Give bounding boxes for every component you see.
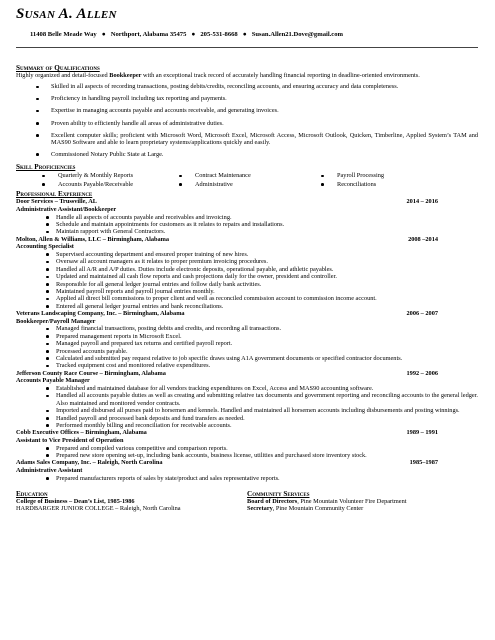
footer-columns <box>16 490 478 513</box>
skill-item: Quarterly & Monthly Reports <box>42 172 179 179</box>
summary-item: Excellent computer skills; proficient with Microsoft Word, Microsoft Excel, Microsoft Access, Microsoft Outlook, Quicken, Timberline, Applied System’s TAM and MAS90 Software and able to learn proprietary systems/applications quickly and easily. <box>36 132 478 147</box>
job-bullet: Managed payroll and prepared tax returns and certified payroll report. <box>46 340 478 347</box>
job-bullet: Tracked equipment cost and monitored relative expenditures. <box>46 362 478 369</box>
job-dates: 2014 – 2016 <box>406 198 438 206</box>
job-entry <box>16 198 478 235</box>
job-bullet: Handled payroll and processed bank deposits and fund transfers as needed. <box>46 415 478 422</box>
job-bullet: Handled all accounts payable duties as well as creating and submitting relative tax documents and government reporting and reconciling accounts to the general ledger. Also maintained and monitored vendor contracts. <box>46 392 478 407</box>
skill-item: Reconciliations <box>321 181 451 188</box>
email-link[interactable]: Susan.Allen21.Dove@gmail.com <box>251 31 344 38</box>
job-bullet: Processed accounts payable. <box>46 348 478 355</box>
job-bullet: Prepared management reports in Microsoft Excel. <box>46 333 478 340</box>
job-company: Adams Sales Company, Inc. – Raleigh, North Carolina <box>16 459 163 467</box>
job-title: Administrative Assistant <box>16 467 83 475</box>
job-company: Cobb Executive Offices – Birmingham, Alabama <box>16 429 147 437</box>
job-title: Assistant to Vice President of Operation <box>16 437 124 445</box>
job-bullets <box>16 325 478 369</box>
job-bullets <box>16 445 478 460</box>
job-dates: 2008 –2014 <box>408 235 438 243</box>
job-entry <box>16 310 478 370</box>
separator-dot: ● <box>242 31 247 38</box>
summary-item: Expertise in managing accounts payable and accounts receivable, and generating invoices. <box>36 107 478 114</box>
separator-dot: ● <box>101 31 106 38</box>
job-bullets <box>16 385 478 429</box>
job-title: Bookkeeper/Payroll Manager <box>16 317 96 325</box>
job-bullets <box>16 214 478 236</box>
community-org: , Pine Mountain Community Center <box>272 505 364 513</box>
job-bullet: Responsible for all general ledger journal entries and follow daily bank activities. <box>46 281 478 288</box>
job-bullet: Maintained payroll reports and payroll journal entries monthly. <box>46 288 478 295</box>
candidate-name: Susan A. Allen <box>16 6 117 22</box>
job-bullet: Handled all A/R and A/P duties. Duties include electronic deposits, operational payable, and athletic payables. <box>46 266 478 273</box>
job-entry <box>16 236 478 310</box>
skills-heading: Skill Proficiencies <box>16 163 76 172</box>
summary-intro-text: with an exceptional track record of accurately handling financial reporting in deadline-oriented environments. <box>141 72 420 79</box>
education-school: HARDBARGER JUNIOR COLLEGE – Raleigh, North Carolina <box>16 505 181 513</box>
summary-intro <box>16 72 478 79</box>
skill-item: Contract Maintenance <box>179 172 321 179</box>
job-bullet: Imported and disbursed all purses paid to horsemen and kennels. Handled and maintained all horsemen accounts including disbursements and posting winnings. <box>46 407 478 414</box>
separator-dot: ● <box>191 31 196 38</box>
job-company: Veterans Landscaping Company, Inc. – Birmingham, Alabama <box>16 310 185 318</box>
summary-item: Commissioned Notary Public State at Large. <box>36 151 478 158</box>
job-dates: 2006 – 2007 <box>406 310 438 318</box>
job-bullet: Established and maintained database for all vendors tracking expenditures on Excel, Access and MAS90 accounting software. <box>46 385 478 392</box>
job-company: Door Services – Trussville, AL <box>16 198 97 206</box>
job-bullet: Applied all direct bill commissions to proper client and well as reconciled commission account to commission income account. <box>46 295 478 302</box>
job-bullet: Calculated and submitted pay request relative to job specific draws using A1A government documents or specified contractor documents. <box>46 355 478 362</box>
community-org: , Pine Mountain Volunteer Fire Department <box>297 498 407 506</box>
education-section <box>16 490 247 513</box>
job-company: Molton, Allen & Williams, LLC – Birmingham, Alabama <box>16 235 170 243</box>
summary-item: Proficiency in handling payroll including tax reporting and payments. <box>36 95 478 102</box>
resume-body <box>16 64 478 513</box>
job-bullets <box>16 251 478 310</box>
job-company: Jefferson County Race Course – Birmingham, Alabama <box>16 369 166 377</box>
community-role: Secretary <box>247 505 273 513</box>
community-section <box>247 490 478 513</box>
summary-list <box>16 83 478 158</box>
job-dates: 1992 – 2006 <box>406 369 438 377</box>
header-divider <box>16 47 478 48</box>
skills-grid <box>42 172 478 188</box>
summary-heading: Summary of Qualifications <box>16 64 100 72</box>
job-bullet: Entered all general ledger journal entries and bank reconciliations. <box>46 303 478 310</box>
community-role: Board of Directors <box>247 498 298 506</box>
job-entry <box>16 459 478 482</box>
job-entry <box>16 429 478 459</box>
job-dates: 1989 – 1991 <box>406 429 438 437</box>
summary-intro-text: Highly organized and detail-focused <box>16 72 110 79</box>
address: 11408 Belle Meade Way <box>30 31 97 38</box>
contact-line <box>30 31 460 38</box>
job-bullet: Handle all aspects of accounts payable and receivables and invoicing. <box>46 214 478 221</box>
education-heading: Education <box>16 490 48 499</box>
community-line <box>247 498 478 505</box>
phone[interactable]: 205-531-8668 <box>200 31 238 38</box>
job-bullet: Prepared manufacturers reports of sales by state/product and sales representative reports. <box>46 475 478 482</box>
job-bullet: Updated and maintained all cash flow reports and cash projections daily for the owner, president and controller. <box>46 273 478 280</box>
job-bullet: Managed financial transactions, posting debits and credits, and recording all transactions. <box>46 325 478 332</box>
skill-item: Administrative <box>179 181 321 188</box>
city: Northport, Alabama 35475 <box>110 31 187 38</box>
job-bullet: Supervised accounting department and ensured proper training of new hires. <box>46 251 478 258</box>
job-title: Accounting Specialist <box>16 243 74 251</box>
job-title: Accounts Payable Manager <box>16 377 90 385</box>
experience-heading: Professional Experience <box>16 190 93 199</box>
job-title: Administrative Assistant/Bookkeeper <box>16 205 117 213</box>
job-bullet: Oversaw all account managers as it relates to proper premium invoicing procedures. <box>46 258 478 265</box>
job-bullets <box>16 475 478 482</box>
job-bullet: Performed monthly billing and reconciliation for receivable accounts. <box>46 422 478 429</box>
summary-item: Skilled in all aspects of recording transactions, posting debits/credits, reconciling accounts, and ensuring accuracy and data completeness. <box>36 83 478 90</box>
job-bullet: Schedule and maintain appointments for customers as it relates to repairs and installations. <box>46 221 478 228</box>
summary-intro-bold: Bookkeeper <box>109 72 142 79</box>
skill-item: Accounts Payable/Receivable <box>42 181 179 188</box>
job-bullet: Prepared and compiled various competitive and comparison reports. <box>46 445 478 452</box>
summary-item: Proven ability to efficiently handle all areas of administrative duties. <box>36 120 478 127</box>
job-entry <box>16 370 478 430</box>
job-dates: 1985–1987 <box>409 459 438 467</box>
skill-item: Payroll Processing <box>321 172 451 179</box>
job-bullet: Prepared new store opening set-up, including bank accounts, business license, utilities and purchased store inventory stock. <box>46 452 478 459</box>
community-heading: Community Services <box>247 490 310 499</box>
community-line <box>247 505 478 512</box>
education-line <box>16 498 247 505</box>
education-degree: College of Business – Dean’s List, 1985-1986 <box>16 498 135 506</box>
job-bullet: Maintain rapport with General Contractors. <box>46 228 478 235</box>
